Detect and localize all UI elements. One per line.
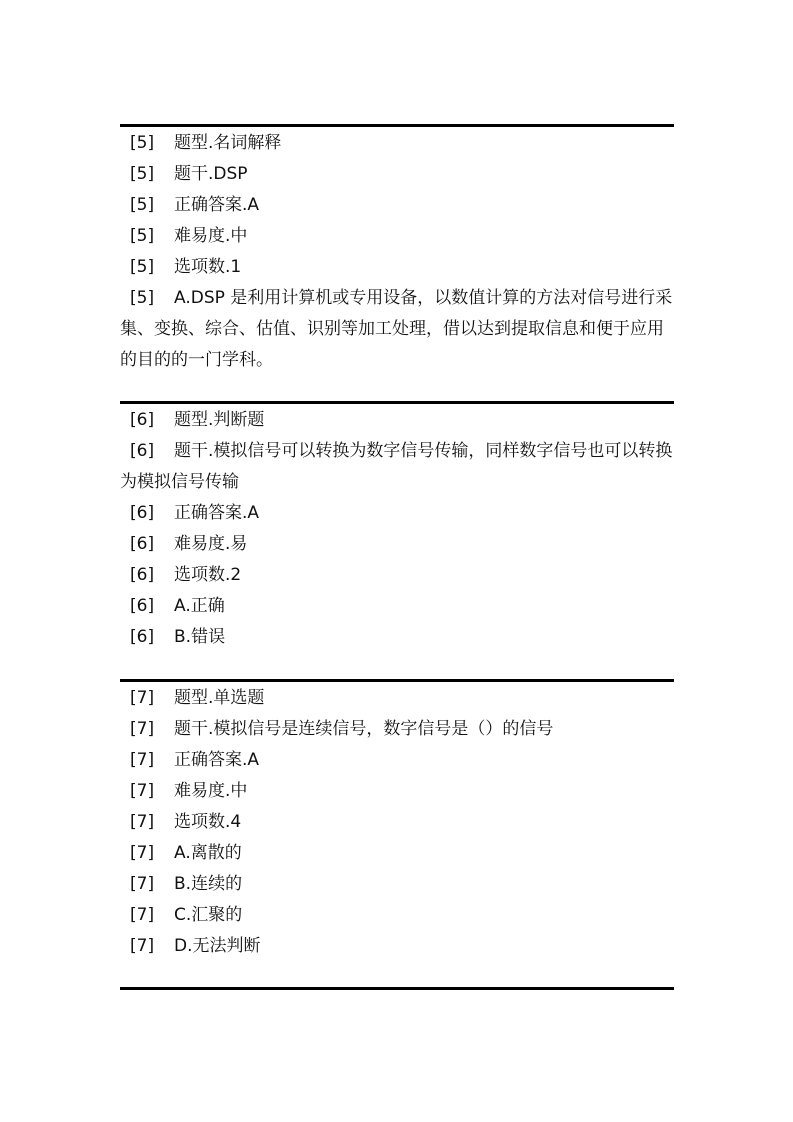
difficulty: 难易度.中 xyxy=(174,226,248,246)
question-stem-line xyxy=(120,159,674,190)
item-number: [7] xyxy=(130,750,155,770)
item-number: [7] xyxy=(130,719,155,739)
item-number: [7] xyxy=(130,688,155,708)
item-number: [6] xyxy=(130,503,155,523)
option-count: 选项数.4 xyxy=(174,812,242,832)
item-number: [7] xyxy=(130,781,155,801)
separator-rule xyxy=(120,987,674,990)
item-number: [6] xyxy=(130,534,155,554)
option-c-line xyxy=(120,900,674,931)
question-type-line xyxy=(120,128,674,159)
correct-answer: 正确答案.A xyxy=(174,750,260,770)
item-number: [7] xyxy=(130,843,155,863)
item-number: [7] xyxy=(130,905,155,925)
option-a: A.正确 xyxy=(174,596,225,616)
question-5 xyxy=(120,128,674,376)
question-stem: 题干.DSP xyxy=(174,164,248,184)
item-number: [7] xyxy=(130,936,155,956)
difficulty-line xyxy=(120,529,674,560)
difficulty-line xyxy=(120,221,674,252)
item-number: [5] xyxy=(130,133,155,153)
separator-rule xyxy=(120,679,674,682)
option-b: B.错误 xyxy=(174,627,226,647)
option-a-line xyxy=(120,283,674,376)
option-a: A.DSP 是利用计算机或专用设备，以数值计算的方法对信号进行采集、变换、综合、估值、识别等加工处理，借以达到提取信息和便于应用的目的的一门学科。 xyxy=(120,288,673,370)
item-number: [5] xyxy=(130,257,155,277)
question-stem: 题干.模拟信号是连续信号，数字信号是（）的信号 xyxy=(174,719,554,739)
question-stem-line xyxy=(120,436,674,498)
item-number: [6] xyxy=(130,410,155,430)
option-count: 选项数.1 xyxy=(174,257,242,277)
option-b-line xyxy=(120,622,674,653)
separator-rule xyxy=(120,124,674,127)
item-number: [5] xyxy=(130,164,155,184)
correct-answer-line xyxy=(120,498,674,529)
item-number: [5] xyxy=(130,288,155,308)
option-count-line xyxy=(120,807,674,838)
question-type: 题型.单选题 xyxy=(174,688,265,708)
option-a: A.离散的 xyxy=(174,843,242,863)
question-type: 题型.名词解释 xyxy=(174,133,282,153)
question-stem-line xyxy=(120,714,674,745)
option-count-line xyxy=(120,560,674,591)
question-type: 题型.判断题 xyxy=(174,410,265,430)
question-stem: 题干.模拟信号可以转换为数字信号传输，同样数字信号也可以转换为模拟信号传输 xyxy=(120,441,673,492)
correct-answer-line xyxy=(120,745,674,776)
item-number: [5] xyxy=(130,195,155,215)
option-a-line xyxy=(120,838,674,869)
question-type-line xyxy=(120,683,674,714)
option-d: D.无法判断 xyxy=(174,936,261,956)
difficulty-line xyxy=(120,776,674,807)
item-number: [7] xyxy=(130,874,155,894)
item-number: [6] xyxy=(130,627,155,647)
question-7 xyxy=(120,683,674,962)
item-number: [7] xyxy=(130,812,155,832)
correct-answer-line xyxy=(120,190,674,221)
option-a-line xyxy=(120,591,674,622)
option-count: 选项数.2 xyxy=(174,565,242,585)
question-type-line xyxy=(120,405,674,436)
separator-rule xyxy=(120,401,674,404)
correct-answer: 正确答案.A xyxy=(174,503,260,523)
question-6 xyxy=(120,405,674,653)
item-number: [6] xyxy=(130,565,155,585)
correct-answer: 正确答案.A xyxy=(174,195,260,215)
item-number: [5] xyxy=(130,226,155,246)
item-number: [6] xyxy=(130,441,155,461)
option-b-line xyxy=(120,869,674,900)
difficulty: 难易度.易 xyxy=(174,534,248,554)
difficulty: 难易度.中 xyxy=(174,781,248,801)
option-count-line xyxy=(120,252,674,283)
option-c: C.汇聚的 xyxy=(174,905,243,925)
option-b: B.连续的 xyxy=(174,874,243,894)
option-d-line xyxy=(120,931,674,962)
item-number: [6] xyxy=(130,596,155,616)
